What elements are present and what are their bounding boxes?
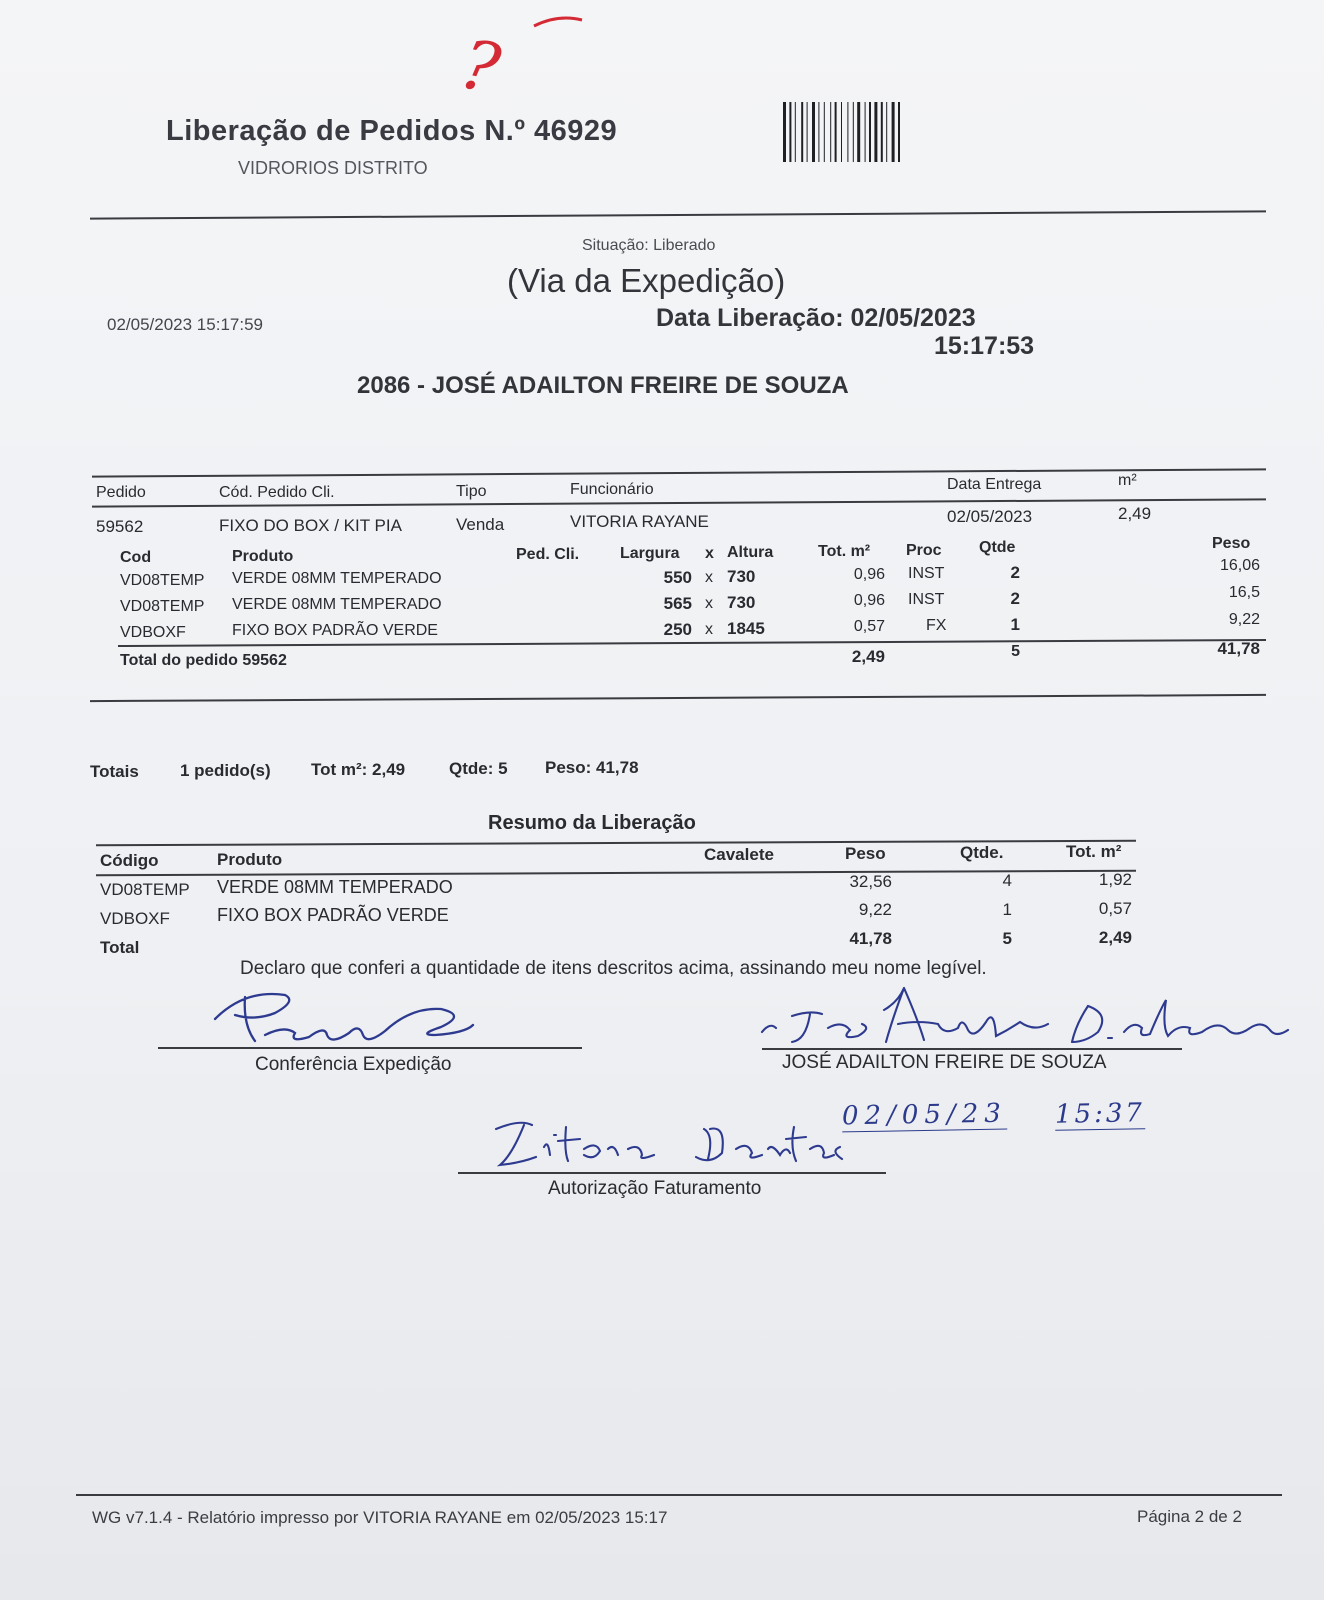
item-peso: 16,06 <box>1219 557 1260 574</box>
handwritten-time: 15:37 <box>1054 1098 1146 1130</box>
summary-total-peso: 41,78 <box>849 929 892 948</box>
tipo-value: Venda <box>456 515 505 534</box>
barcode-icon <box>783 102 993 164</box>
item-produto: FIXO BOX PADRÃO VERDE <box>232 622 438 639</box>
order-divider-top <box>92 468 1266 477</box>
handwritten-stroke-icon <box>530 12 590 32</box>
col-data-entrega: Data Entrega <box>947 476 1042 493</box>
totals-peso: Peso: 41,78 <box>545 758 639 777</box>
summary-col-qtde: Qtde. <box>960 843 1004 862</box>
summary-total-label: Total <box>100 938 140 957</box>
footer-divider <box>76 1494 1282 1496</box>
col-cod: Cod <box>120 549 152 566</box>
conferencia-label: Conferência Expedição <box>255 1054 452 1075</box>
col-altura: Altura <box>727 544 774 561</box>
item-tot-m2: 0,96 <box>853 566 885 583</box>
item-altura: 730 <box>727 567 756 586</box>
item-cod: VDBOXF <box>120 624 186 641</box>
m2-value: 2,49 <box>1118 504 1152 523</box>
summary-title: Resumo da Liberação <box>488 812 696 834</box>
items-total-m2: 2,49 <box>851 647 885 666</box>
summary-qtde: 1 <box>1002 900 1012 919</box>
item-tot-m2: 0,96 <box>853 592 885 609</box>
col-peso: Peso <box>1212 535 1251 552</box>
item-largura: 250 <box>663 620 692 639</box>
item-qtde: 2 <box>1010 589 1020 608</box>
item-peso: 9,22 <box>1228 611 1260 628</box>
col-ped-cli: Ped. Cli. <box>516 546 580 563</box>
col-qtde: Qtde <box>979 539 1016 556</box>
item-produto: VERDE 08MM TEMPERADO <box>232 596 442 613</box>
item-largura: 550 <box>663 568 692 587</box>
items-total-divider <box>118 639 1266 647</box>
summary-col-cavalete: Cavalete <box>704 845 774 864</box>
col-largura: Largura <box>620 545 680 562</box>
item-x: x <box>705 569 713 586</box>
summary-produto: VERDE 08MM TEMPERADO <box>217 877 453 897</box>
item-produto: VERDE 08MM TEMPERADO <box>232 570 442 587</box>
summary-col-peso: Peso <box>845 844 886 863</box>
col-tipo: Tipo <box>456 483 487 500</box>
col-x: x <box>705 545 714 562</box>
summary-produto: FIXO BOX PADRÃO VERDE <box>217 905 449 925</box>
col-pedido: Pedido <box>96 484 146 501</box>
item-tot-m2: 0,57 <box>853 618 885 635</box>
item-x: x <box>705 595 713 612</box>
signature-line-client <box>762 1048 1182 1050</box>
summary-col-produto: Produto <box>217 850 283 869</box>
status-text: Situação: Liberado <box>582 237 716 254</box>
summary-tot-m2: 1,92 <box>1098 870 1132 889</box>
item-qtde: 2 <box>1010 563 1020 582</box>
col-tot-m2: Tot. m² <box>818 543 871 560</box>
copy-label: (Via da Expedição) <box>507 262 786 299</box>
handwritten-mark: ? <box>454 25 507 110</box>
totals-m2: Tot m²: 2,49 <box>311 760 406 779</box>
handwritten-date: 02/05/23 <box>841 1098 1008 1132</box>
items-total-label: Total do pedido 59562 <box>120 652 287 669</box>
item-proc: INST <box>908 565 945 582</box>
page-title: Liberação de Pedidos N.º 46929 <box>166 115 618 147</box>
items-total-qtde: 5 <box>1011 643 1020 660</box>
pedido-value: 59562 <box>96 517 144 536</box>
signature-line-conferencia <box>158 1047 582 1049</box>
client-signature-label: JOSÉ ADAILTON FREIRE DE SOUZA <box>782 1052 1107 1073</box>
signature-autorizacao <box>490 1105 850 1175</box>
funcionario-value: VITORIA RAYANE <box>570 512 709 531</box>
totals-label: Totais <box>90 762 139 781</box>
totals-qtde: Qtde: 5 <box>449 759 508 778</box>
release-time: 15:17:53 <box>934 332 1035 360</box>
cod-pedido-value: FIXO DO BOX / KIT PIA <box>219 516 402 535</box>
col-proc: Proc <box>906 542 942 559</box>
autorizacao-label: Autorização Faturamento <box>548 1178 762 1199</box>
header-divider <box>90 210 1266 219</box>
client-name: 2086 - JOSÉ ADAILTON FREIRE DE SOUZA <box>357 372 849 399</box>
item-peso: 16,5 <box>1228 584 1260 601</box>
summary-tot-m2: 0,57 <box>1098 899 1132 918</box>
footer-page-number: Página 2 de 2 <box>1137 1507 1242 1526</box>
data-entrega-value: 02/05/2023 <box>947 507 1033 526</box>
item-x: x <box>705 621 713 638</box>
summary-col-codigo: Código <box>100 851 159 870</box>
item-cod: VD08TEMP <box>120 598 205 615</box>
item-proc: INST <box>908 591 945 608</box>
col-m2: m² <box>1118 472 1137 489</box>
release-date: Data Liberação: 02/05/2023 <box>656 304 976 332</box>
summary-codigo: VDBOXF <box>100 909 170 928</box>
totals-pedidos: 1 pedido(s) <box>180 761 271 780</box>
summary-peso: 32,56 <box>849 872 892 891</box>
summary-total-qtde: 5 <box>1002 929 1012 948</box>
printed-timestamp: 02/05/2023 15:17:59 <box>107 315 263 334</box>
summary-total-tot-m2: 2,49 <box>1098 928 1132 947</box>
col-funcionario: Funcionário <box>570 481 654 498</box>
item-altura: 1845 <box>727 619 765 638</box>
item-altura: 730 <box>727 593 756 612</box>
signature-conferencia <box>205 985 495 1055</box>
company-name: VIDRORIOS DISTRITO <box>238 158 428 178</box>
summary-qtde: 4 <box>1002 871 1012 890</box>
summary-codigo: VD08TEMP <box>100 880 190 899</box>
declaration-text: Declaro que conferi a quantidade de itens descritos acima, assinando meu nome legível. <box>240 958 987 979</box>
col-produto: Produto <box>232 548 294 565</box>
signature-line-autorizacao <box>458 1172 886 1174</box>
items-total-peso: 41,78 <box>1217 639 1260 658</box>
item-cod: VD08TEMP <box>120 572 205 589</box>
item-qtde: 1 <box>1010 615 1020 634</box>
item-proc: FX <box>926 617 947 634</box>
col-cod-pedido: Cód. Pedido Cli. <box>219 484 335 501</box>
order-section-divider <box>90 694 1266 702</box>
summary-peso: 9,22 <box>858 900 892 919</box>
footer-left: WG v7.1.4 - Relatório impresso por VITORIA RAYANE em 02/05/2023 15:17 <box>92 1508 668 1527</box>
item-largura: 565 <box>663 594 692 613</box>
summary-col-tot-m2: Tot. m² <box>1066 842 1122 861</box>
